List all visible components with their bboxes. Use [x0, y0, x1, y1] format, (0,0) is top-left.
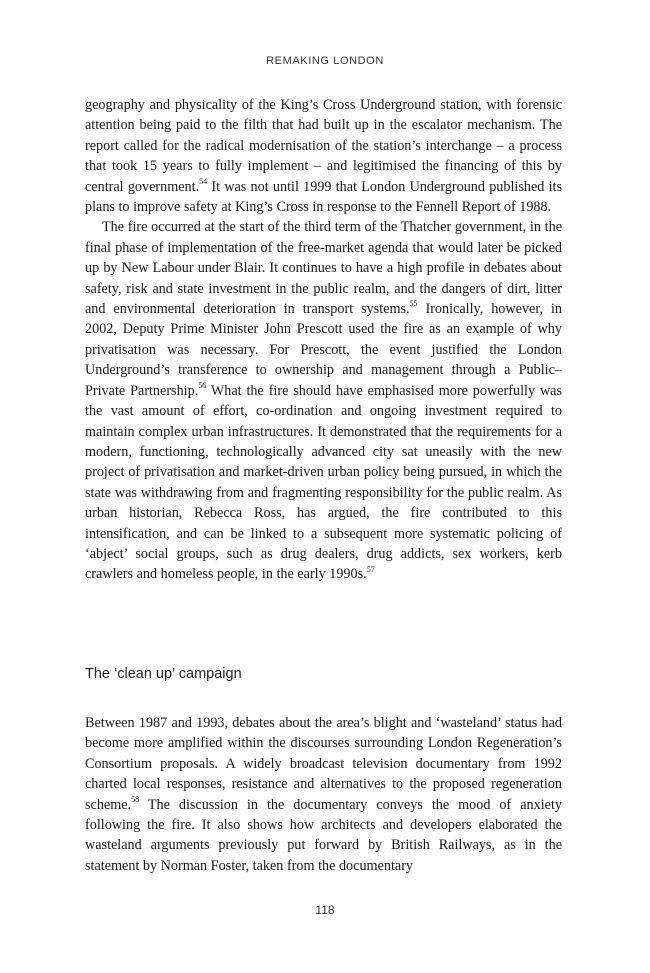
paragraph-text: What the fire should have emphasised more powerfully was the vast amount of effort, co-ordination and ongoing investment required to maintain complex urban infrastructures. It demonstrated that the requirements for a modern, functioning, technologically advanced city sat uneasily with the new project of privatisation and market-driven urban policy being pursued, in which the state was withdrawing from and fragmenting responsibility for the public realm. As urban historian, Rebecca Ross, has argued, the fire contributed to this intensification, and can be linked to a subsequent more systematic policing of ‘abject’ social groups, such as drug dealers, drug addicts, sex workers, kerb crawlers and homeless people, in the early 1990s. — [85, 382, 563, 583]
page-number: 118 — [315, 903, 335, 917]
paragraph-text: geography and physicality of the King’s Cross Underground station, with forensic attention being paid to the filth that had built up in the escalator mechanism. The report called for the radical modernisation of the station’s interchange – a process that took 15 years to fully implement – and legitimised the financing of this by central government. — [85, 97, 562, 195]
footnote-ref: 55 — [409, 299, 418, 309]
running-head: REMAKING LONDON — [266, 55, 384, 67]
footnote-ref: 54 — [199, 176, 208, 186]
paragraph-text: The fire occurred at the start of the third term of the Thatcher government, in the final phase of implementation of the free-market agenda that would later be picked up by New Labour under Blair. It continues to have a high profile in debates about safety, risk and state investment in the public realm, and the dangers of dirt, litter and environmental deterioration in transport systems. — [85, 219, 562, 318]
paragraph-text: Ironically, however, in 2002, Deputy Prime Minister John Prescott used the fire as an example of why privatisation was necessary. For Prescott, the event justified the London Underground’s transference to ownership and management through a Public–Private Partnership. — [85, 301, 562, 399]
footnote-ref: 56 — [198, 380, 207, 390]
paragraph — [85, 95, 562, 217]
paragraph — [85, 217, 562, 584]
section-heading: The ‘clean up’ campaign — [85, 666, 242, 682]
paragraph-text: It was not until 1999 that London Underground published its plans to improve safety at King’s Cross in response to the Fennell Report of 1988. — [85, 178, 563, 216]
paragraph-text: Between 1987 and 1993, debates about the area’s blight and ‘wasteland’ status had become more amplified within the discourses surrounding London Regeneration’s Consortium proposals. A widely broadcast television documentary from 1992 charted local responses, resistance and alternatives to the proposed regeneration scheme. — [85, 715, 562, 813]
body-text-upper — [85, 95, 562, 585]
paragraph-text: The discussion in the documentary conveys the mood of anxiety following the fire. It also shows how architects and developers elaborated the wasteland arguments previously put forward by British Railways, as in the statement by Norman Foster, taken from the documentary — [85, 796, 562, 874]
footnote-ref: 58 — [131, 794, 140, 804]
body-text-lower — [85, 713, 562, 876]
footnote-ref: 57 — [366, 564, 375, 574]
paragraph — [85, 713, 562, 876]
